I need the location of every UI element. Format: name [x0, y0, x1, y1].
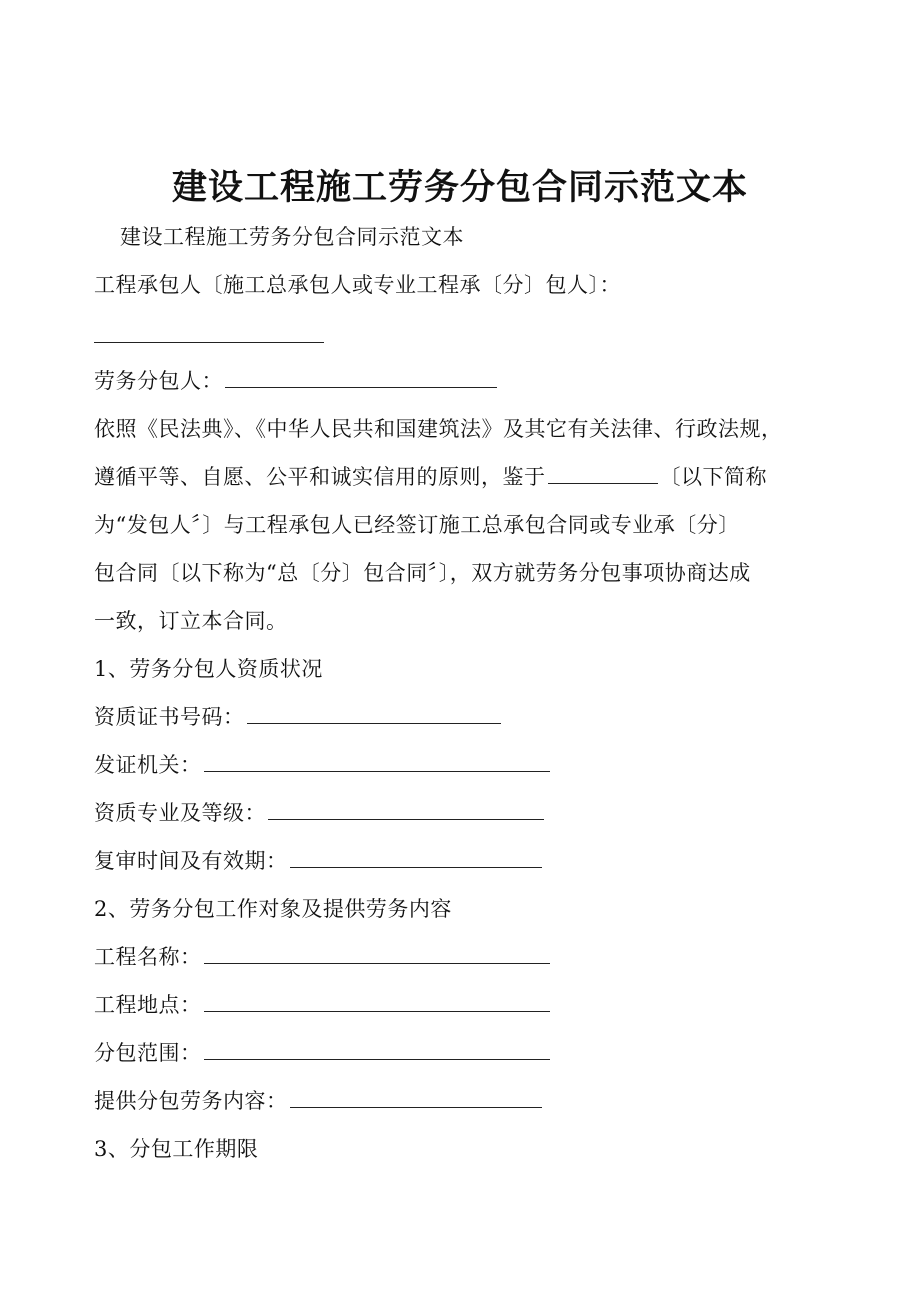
content-label: 提供分包劳务内容：	[94, 1089, 288, 1113]
subcontractor-row	[94, 366, 499, 396]
subcontractor-blank	[225, 369, 497, 388]
content-blank	[290, 1089, 542, 1108]
section-1-heading: 1、劳务分包人资质状况	[94, 657, 323, 681]
cert-no-label: 资质证书号码：	[94, 705, 245, 729]
project-name-label: 工程名称：	[94, 945, 202, 969]
project-location-row	[94, 990, 552, 1020]
preamble-line-2-after: 〔以下简称	[659, 465, 767, 489]
preamble-line-5: 一致，订立本合同。	[94, 609, 288, 633]
project-name-blank	[204, 945, 550, 964]
preamble-line-2	[94, 462, 767, 492]
preamble-line-4: 包合同〔以下称为“总〔分〕包合同〞〕，双方就劳务分包事项协商达成	[94, 561, 751, 585]
cert-no-blank	[247, 705, 501, 724]
preamble-line-2-before: 遵循平等、自愿、公平和诚实信用的原则，鉴于	[94, 465, 546, 489]
preamble-line-3: 为“发包人〞〕与工程承包人已经签订施工总承包合同或专业承〔分〕	[94, 513, 740, 537]
content-row	[94, 1086, 544, 1116]
specialty-row	[94, 798, 546, 828]
employer-blank	[548, 465, 658, 484]
review-label: 复审时间及有效期：	[94, 849, 288, 873]
scope-row	[94, 1038, 552, 1068]
contractor-label: 工程承包人〔施工总承包人或专业工程承〔分〕包人〕：	[94, 273, 621, 297]
preamble-line-1: 依照《民法典》、《中华人民共和国建筑法》及其它有关法律、行政法规，	[94, 417, 783, 441]
project-location-blank	[204, 993, 550, 1012]
cert-no-row	[94, 702, 503, 732]
document-title: 建设工程施工劳务分包合同示范文本	[171, 167, 748, 208]
scope-blank	[204, 1041, 550, 1060]
section-2-heading: 2、劳务分包工作对象及提供劳务内容	[94, 897, 452, 921]
project-name-row	[94, 942, 552, 972]
issuer-label: 发证机关：	[94, 753, 202, 777]
issuer-row	[94, 750, 552, 780]
subcontractor-label: 劳务分包人：	[94, 369, 223, 393]
scope-label: 分包范围：	[94, 1041, 202, 1065]
review-row	[94, 846, 544, 876]
contractor-blank	[94, 324, 324, 343]
specialty-label: 资质专业及等级：	[94, 801, 266, 825]
specialty-blank	[268, 801, 544, 820]
document-subtitle: 建设工程施工劳务分包合同示范文本	[120, 225, 464, 249]
issuer-blank	[204, 753, 550, 772]
project-location-label: 工程地点：	[94, 993, 202, 1017]
section-3-heading: 3、分包工作期限	[94, 1137, 259, 1161]
review-blank	[290, 849, 542, 868]
